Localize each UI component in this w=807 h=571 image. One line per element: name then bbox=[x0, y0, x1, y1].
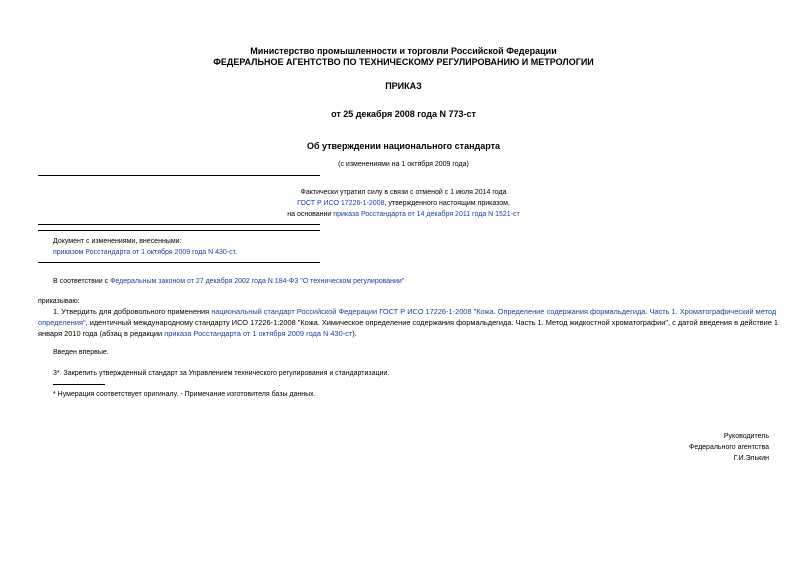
intro-paragraph: В соответствии с Федеральным законом от 27 декабря 2002 года N 184-ФЗ "О техническом регулировании" bbox=[53, 278, 405, 285]
agency-title: ФЕДЕРАЛЬНОЕ АГЕНТСТВО ПО ТЕХНИЧЕСКОМУ РЕГУЛИРОВАНИЮ И МЕТРОЛОГИИ bbox=[213, 57, 594, 67]
law-link[interactable]: Федеральным законом от 27 декабря 2002 года N 184-ФЗ "О техническом регулировании" bbox=[110, 278, 405, 285]
status-line-1: Фактически утратил силу в связи с отменой с 1 июля 2014 года bbox=[300, 189, 507, 196]
cancel-order-link[interactable]: приказа Росстандарта от 14 декабря 2011 года N 1521-ст bbox=[333, 211, 520, 218]
changes-label: Документ с изменениями, внесенными: bbox=[53, 238, 182, 245]
document-date-number: от 25 декабря 2008 года N 773-ст bbox=[331, 109, 476, 119]
document-type: ПРИКАЗ bbox=[385, 81, 422, 91]
signature-name: Г.И.Элькин bbox=[733, 455, 769, 462]
item-1-paragraph bbox=[38, 306, 779, 339]
standard-title-link-cont[interactable]: определения" bbox=[38, 318, 86, 327]
divider-4 bbox=[38, 262, 320, 263]
changes-line: приказом Росстандарта от 1 октября 2009 года N 430-ст. bbox=[53, 249, 238, 256]
amendment-note: (с изменениями на 1 октября 2009 года) bbox=[338, 161, 469, 168]
document-subject: Об утверждении национального стандарта bbox=[306, 141, 501, 151]
footnote-rule bbox=[53, 384, 105, 385]
introduced-first-time: Введен впервые. bbox=[53, 349, 109, 356]
divider-3 bbox=[38, 230, 320, 231]
item-1-line-2: определения", идентичный международному стандарту ИСО 17226-1:2008 "Кожа. Химическое определение содержания формальдегида. Часть 1. Метод жидкостной хроматографии", с датой введения в действие 1 bbox=[38, 318, 779, 327]
changes-order-link[interactable]: приказом Росстандарта от 1 октября 2009 года N 430-ст bbox=[53, 249, 236, 256]
signature-title-1: Руководитель bbox=[723, 433, 769, 440]
item-3-paragraph: 3*. Закрепить утвержденный стандарт за Управлением технического регулирования и стандартизации. bbox=[53, 370, 390, 377]
signature-title-2: Федерального агентства bbox=[689, 444, 769, 451]
divider-1 bbox=[38, 175, 320, 176]
ministry-title: Министерство промышленности и торговли Российской Федерации bbox=[250, 46, 557, 56]
footnote: * Нумерация соответствует оригиналу. - Примечание изготовителя базы данных. bbox=[53, 391, 316, 398]
standard-title-link[interactable]: национальный стандарт Российской Федерации ГОСТ Р ИСО 17226-1-2008 "Кожа. Определение содержания формальдегида. Часть 1. Хроматографический метод bbox=[211, 307, 777, 316]
item-1-line-1: 1. Утвердить для добровольного применения национальный стандарт Российской Федерации ГОСТ Р ИСО 17226-1-2008 "Кожа. Определение содержания формальдегида. Часть 1. Хроматографический метод bbox=[53, 307, 777, 316]
standard-link[interactable]: ГОСТ Р ИСО 17226-1-2008 bbox=[297, 200, 385, 207]
order-word: приказываю: bbox=[38, 298, 80, 305]
status-line-2: ГОСТ Р ИСО 17226-1-2008, утвержденного настоящим приказом, bbox=[297, 200, 510, 207]
divider-2 bbox=[38, 224, 320, 225]
status-line-3: на основании приказа Росстандарта от 14 декабря 2011 года N 1521-ст bbox=[287, 211, 520, 218]
item-1-line-3: января 2010 года (абзац в редакции приказа Росстандарта от 1 октября 2009 года N 430-ст). bbox=[38, 329, 357, 338]
item-1-order-link[interactable]: приказа Росстандарта от 1 октября 2009 года N 430-ст bbox=[164, 329, 353, 338]
